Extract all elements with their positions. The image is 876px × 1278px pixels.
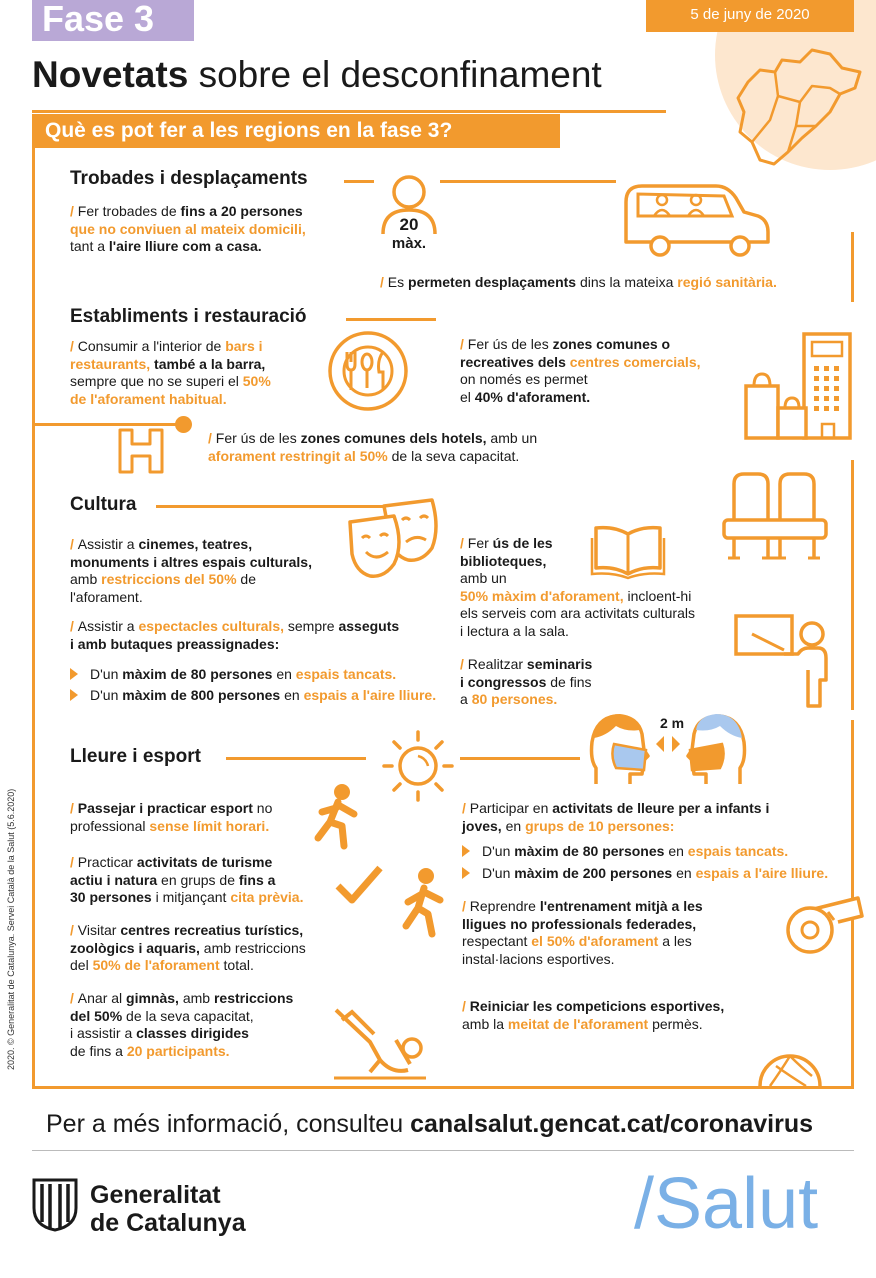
date-badge (646, 0, 854, 32)
lleure-line-2 (460, 757, 580, 760)
lleure-heading: Lleure i esport (70, 746, 207, 768)
cinema-seats-icon (720, 470, 830, 562)
frame-bottom (32, 1086, 854, 1089)
generalitat-shield-icon (30, 1178, 80, 1232)
date-label: 5 de juny de 2020 (690, 6, 810, 23)
lleure-text-2: / Practicar activitats de turisme actiu i natura en grups de fins a 30 persones i mitjançant cita prèvia. (70, 854, 304, 905)
max-20-label: 20 màx. (391, 215, 427, 252)
question-banner (32, 114, 560, 148)
salut-logo: /Salut (634, 1164, 819, 1244)
checkmark-icon (334, 862, 384, 908)
lleure-bullet-1: D'un màxim de 80 persones en espais tancats. (462, 843, 842, 861)
frame-right-2 (851, 460, 854, 710)
trobades-line-2 (440, 180, 616, 183)
cutlery-icon (327, 330, 409, 412)
phase-badge (32, 0, 194, 41)
phase-badge-label: Fase 3 (42, 0, 155, 39)
lleure-text-6: / Reprendre l'entrenament mitjà a les lligues no professionals federades, respectant el 50% d'aforament a les instal·lacions esportives. (462, 898, 703, 967)
frame-right-1 (851, 232, 854, 302)
gym-situps-icon (330, 1000, 430, 1080)
footer-divider (32, 1150, 854, 1151)
cultura-text-4: / Realitzar seminaris i congressos de fins a 80 persones. (460, 656, 593, 707)
distance-label: 2 m (659, 715, 685, 731)
generalitat-line-2: de Catalunya (90, 1209, 246, 1237)
copyright-text: 2020. © Generalitat de Catalunya. Servei Català de la Salut (5.6.2020) (6, 788, 16, 1070)
whistle-icon (780, 890, 864, 956)
trobades-line (344, 180, 374, 183)
lleure-text-4: / Anar al gimnàs, amb restriccions del 50% de la seva capacitat, i assistir a classes dirigides de fins a 20 participants. (70, 990, 294, 1059)
page-title-bold: Novetats (32, 54, 189, 95)
presenter-icon (732, 610, 832, 710)
car-icon (620, 178, 772, 258)
cultura-bullet-2: D'un màxim de 800 persones en espais a l'aire lliure. (70, 687, 460, 705)
title-divider (32, 110, 666, 113)
cultura-text-3: / Fer ús de les biblioteques, amb un 50% màxim d'aforament, incloent-hi els serveis com ara activitats culturals i lectura a la sala. (460, 535, 695, 639)
cultura-bullet-1: D'un màxim de 80 persones en espais tancats. (70, 666, 450, 684)
establiments-text-1: / Consumir a l'interior de bars i restaurants, també a la barra, sempre que no se superi el 50% de l'aforament habitual. (70, 338, 271, 407)
establiments-text-3: / Fer ús de les zones comunes dels hotels, amb un aforament restringit al 50% de la seva capacitat. (208, 430, 538, 464)
establiments-heading: Establiments i restauració (70, 306, 313, 328)
cultura-text-1: / Assistir a cinemes, teatres, monuments i altres espais culturals, amb restriccions del 50% de l'aforament. (70, 536, 312, 605)
lleure-text-3: / Visitar centres recreatius turístics, zoològics i aquaris, amb restriccions del 50% de l'aforament total. (70, 922, 306, 973)
hotel-line (32, 423, 182, 426)
lleure-text-7: / Reiniciar les competicions esportives, amb la meitat de l'aforament permès. (462, 998, 725, 1032)
bullet-triangle-icon (70, 668, 78, 680)
lleure-text-5: / Participar en activitats de lleure per a infants i joves, en grups de 10 persones: (462, 800, 770, 834)
more-info-prefix: Per a més informació, consulteu (46, 1110, 411, 1138)
lleure-bullet-2: D'un màxim de 200 persones en espais a l'aire lliure. (462, 865, 842, 883)
trobades-heading: Trobades i desplaçaments (70, 168, 314, 190)
shopping-mall-icon (742, 330, 854, 442)
lleure-line (226, 757, 366, 760)
generalitat-name (90, 1181, 246, 1237)
bullet-triangle-icon (462, 845, 470, 857)
question-text: Què es pot fer a les regions en la fase 3? (45, 119, 453, 142)
lleure-text-1: / Passejar i practicar esport no professional sense límit horari. (70, 800, 273, 834)
hotel-icon (116, 428, 166, 474)
runner-icon (312, 782, 364, 852)
book-icon (590, 522, 666, 578)
generalitat-line-1: Generalitat (90, 1181, 221, 1209)
trobades-text-1: / Fer trobades de fins a 20 persones que no conviuen al mateix domicili, tant a l'aire lliure com a casa. (70, 203, 306, 254)
more-info (46, 1110, 813, 1139)
more-info-link[interactable]: canalsalut.gencat.cat/coronavirus (410, 1110, 813, 1138)
page-title-rest: sobre el desconfinament (198, 54, 602, 95)
volleyball-icon (756, 1042, 824, 1092)
page-title (32, 54, 602, 96)
cultura-text-2: / Assistir a espectacles culturals, sempre asseguts i amb butaques preassignades: (70, 618, 400, 652)
bullet-triangle-icon (462, 867, 470, 879)
establiments-text-2: / Fer ús de les zones comunes o recreatives dels centres comercials, on només es permet el 40% d'aforament. (460, 336, 701, 405)
sun-icon (380, 728, 456, 804)
cultura-heading: Cultura (70, 494, 143, 516)
hotel-line-dot (175, 416, 192, 433)
theater-masks-icon (346, 498, 444, 582)
frame-left (32, 148, 35, 1088)
hiker-icon (396, 866, 450, 938)
catalonia-map-icon (730, 42, 870, 182)
establiments-line (346, 318, 436, 321)
bullet-triangle-icon (70, 689, 78, 701)
trobades-text-2: / Es permeten desplaçaments dins la mateixa regió sanitària. (380, 274, 777, 290)
